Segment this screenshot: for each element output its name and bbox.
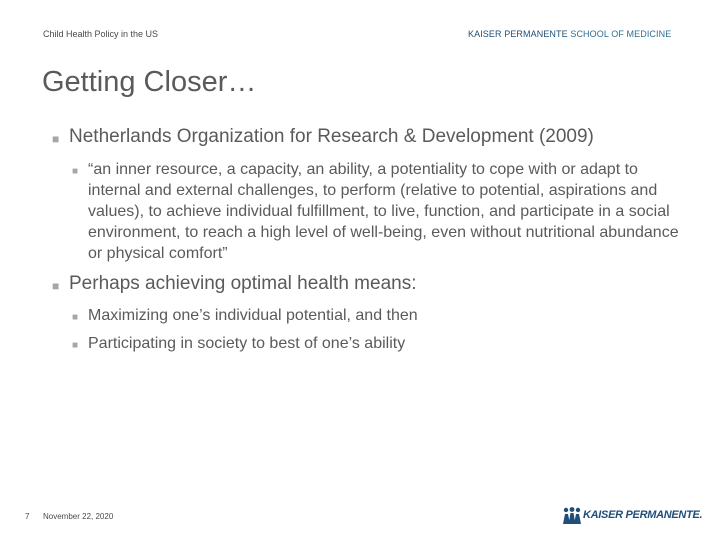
bullet-item <box>52 273 416 295</box>
sub-bullet-item <box>72 305 692 326</box>
header-brand: KAISER PERMANENTE <box>468 29 568 39</box>
bullet-square-icon: ■ <box>52 132 60 146</box>
bullet-square-icon: ■ <box>72 340 79 351</box>
sub-bullet-item <box>72 333 692 354</box>
bullet-square-icon: ■ <box>72 312 79 323</box>
footer-date: November 22, 2020 <box>43 512 114 521</box>
slide-title: Getting Closer… <box>42 66 257 98</box>
sub-bullet-item <box>72 159 692 264</box>
bullet-square-icon: ■ <box>52 279 60 293</box>
kaiser-permanente-logo <box>562 505 703 527</box>
bullet-square-icon: ■ <box>72 166 79 177</box>
header-school-name <box>468 29 671 39</box>
bullet-text: Netherlands Organization for Research & Development (2009) <box>69 126 594 147</box>
bullet-text: Perhaps achieving optimal health means: <box>69 273 417 294</box>
people-symbol-icon <box>562 507 582 525</box>
sub-bullet-text: Participating in society to best of one’s ability <box>88 335 406 352</box>
header-school-sub: SCHOOL OF MEDICINE <box>570 29 672 39</box>
header-course-title: Child Health Policy in the US <box>43 29 159 39</box>
sub-bullet-text: Maximizing one’s individual potential, and then <box>88 307 418 324</box>
sub-bullet-text: “an inner resource, a capacity, an ability, a potentiality to cope with or adapt to internal and external challenges, to perform (relative to potential, aspirations and values), to achieve individual fulfillment, to live, function, and participate in a social environment, to reach a high level of well-being, even without nutritional abundance or physical comfort” <box>88 161 679 262</box>
logo-wordmark: KAISER PERMANENTE. <box>583 509 703 521</box>
bullet-item <box>52 126 594 148</box>
page-number: 7 <box>25 512 30 521</box>
